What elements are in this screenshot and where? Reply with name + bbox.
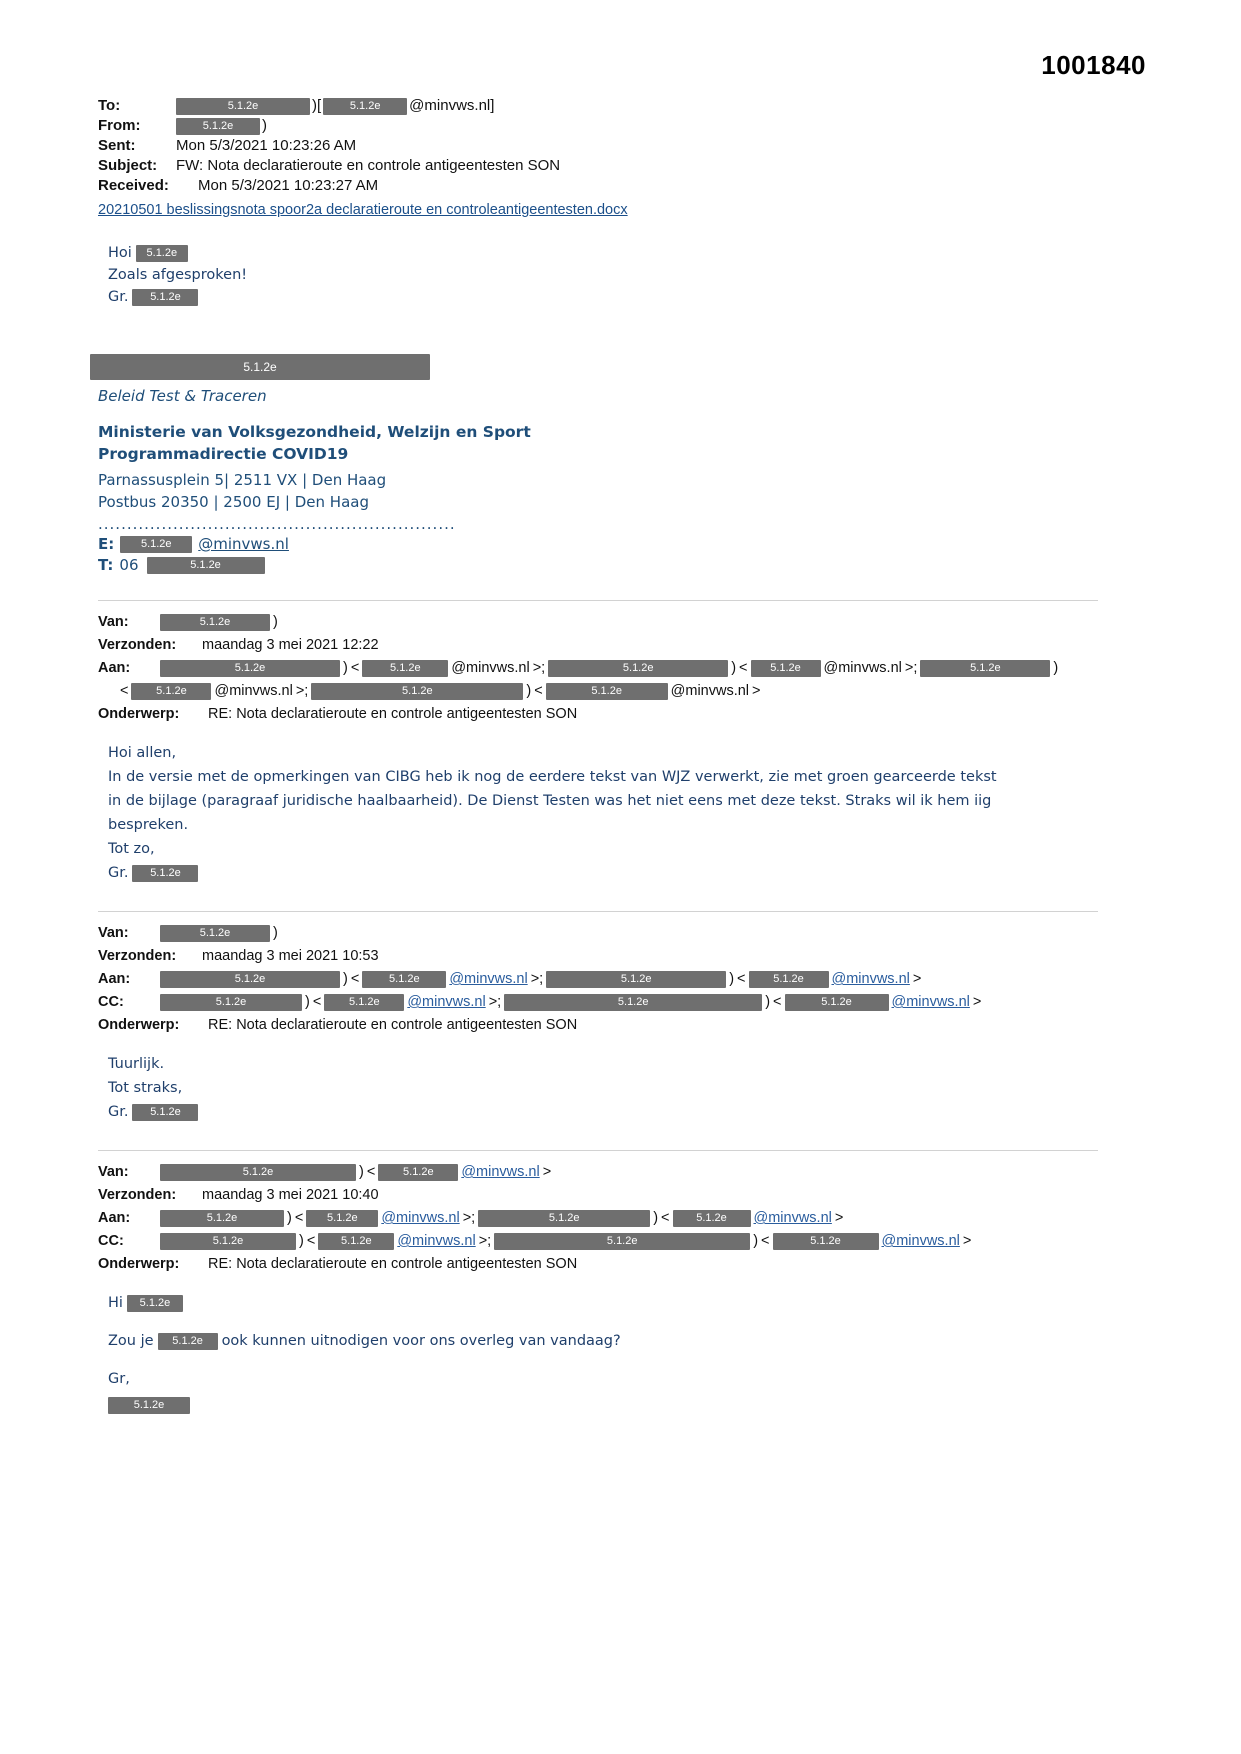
redaction-bar: 5.1.2e xyxy=(504,994,762,1011)
header-label-received: Received: xyxy=(98,177,169,194)
quote-row-onderwerp xyxy=(98,703,1098,725)
quote2-line-1: Tuurlijk. xyxy=(108,1056,165,1072)
quote1-line-3: Tot zo, xyxy=(108,841,155,857)
quote-label-onderwerp: Onderwerp: xyxy=(98,1256,180,1272)
redaction-bar: 5.1.2e xyxy=(323,98,407,115)
message-greeting: Hoi xyxy=(108,245,132,261)
paren: ) xyxy=(1053,660,1059,676)
quote-value-verzonden: maandag 3 mei 2021 12:22 xyxy=(202,637,379,653)
quote3-question-part2: ook kunnen uitnodigen voor ons overleg van vandaag? xyxy=(221,1333,621,1349)
lt: < xyxy=(773,994,782,1010)
quoted-body-1 xyxy=(108,741,1008,885)
redaction-bar: 5.1.2e xyxy=(131,683,211,700)
quote3-question-line xyxy=(108,1329,621,1353)
email-header-block xyxy=(98,96,1098,220)
quote-row-onderwerp xyxy=(98,1014,1098,1036)
email-domain-link[interactable]: @minvws.nl xyxy=(381,1210,460,1226)
signature-phone-label: T: xyxy=(98,556,114,574)
header-row-from xyxy=(98,116,1098,136)
redaction-bar: 5.1.2e xyxy=(136,245,188,262)
paren: ) xyxy=(731,660,737,676)
email-domain-link[interactable]: @minvws.nl xyxy=(397,1233,476,1249)
redaction-bar: 5.1.2e xyxy=(147,557,265,574)
email-domain-link[interactable]: @minvws.nl xyxy=(891,994,970,1010)
lt: < xyxy=(350,971,360,987)
gt: > xyxy=(752,683,761,699)
header-label-subject: Subject: xyxy=(98,157,158,174)
paren: ) xyxy=(729,971,735,987)
quote-value-van xyxy=(160,922,281,944)
signature-name-redaction xyxy=(90,354,1098,380)
redaction-bar: 5.1.2e xyxy=(362,660,448,677)
lt: < xyxy=(312,994,322,1010)
redaction-bar: 5.1.2e xyxy=(749,971,829,988)
signature-org xyxy=(98,421,1098,465)
to-suffix-2: @minvws.nl] xyxy=(409,97,495,114)
gt: > xyxy=(912,971,922,987)
quote-row-onderwerp xyxy=(98,1253,1098,1275)
quote-value-onderwerp: RE: Nota declaratieroute en controle antigeentesten SON xyxy=(208,1017,578,1033)
quote-row-cc xyxy=(98,1230,1098,1252)
redaction-bar: 5.1.2e xyxy=(176,98,310,115)
quote3-signoff-redaction xyxy=(108,1393,1008,1417)
redaction-bar: 5.1.2e xyxy=(120,536,192,553)
redaction-bar: 5.1.2e xyxy=(132,289,198,306)
lt: < xyxy=(366,1164,376,1180)
signature-org-line2: Programmadirectie COVID19 xyxy=(98,445,349,463)
quote-label-van: Van: xyxy=(98,614,129,630)
paren: ) xyxy=(343,660,348,676)
quote-row-van xyxy=(98,1161,1098,1183)
redaction-bar: 5.1.2e xyxy=(160,1210,284,1227)
gt: > xyxy=(834,1210,844,1226)
quote-row-van xyxy=(98,922,1098,944)
from-suffix: ) xyxy=(262,117,267,134)
quote-separator xyxy=(98,911,1098,912)
header-row-to xyxy=(98,96,1098,116)
header-row-subject xyxy=(98,156,1098,176)
redaction-bar: 5.1.2e xyxy=(311,683,523,700)
quote-row-aan-cont xyxy=(98,680,1098,702)
gt: > xyxy=(962,1233,972,1249)
paren: ) xyxy=(299,1233,304,1249)
to-suffix-1: )[ xyxy=(312,97,322,114)
paren: ) xyxy=(305,994,310,1010)
paren: ) xyxy=(653,1210,659,1226)
email-domain-link[interactable]: @minvws.nl xyxy=(831,971,910,987)
message-greeting-line xyxy=(108,242,188,264)
quote-label-aan: Aan: xyxy=(98,660,131,676)
redaction-bar: 5.1.2e xyxy=(920,660,1050,677)
paren: ) xyxy=(753,1233,759,1249)
quoted-body-2 xyxy=(108,1052,1008,1124)
paren: ) xyxy=(343,971,348,987)
gt-semi: >; xyxy=(488,994,502,1010)
signature-email-row xyxy=(98,535,1098,553)
message-body xyxy=(108,242,1098,308)
redaction-bar: 5.1.2e xyxy=(132,1104,198,1121)
quote-value-aan xyxy=(160,1207,846,1229)
redaction-bar: 5.1.2e xyxy=(160,971,340,988)
quote-label-van: Van: xyxy=(98,925,129,941)
quote2-signoff: Gr. xyxy=(108,1104,129,1120)
quote-value-aan-continued xyxy=(120,680,764,702)
quote2-line-2: Tot straks, xyxy=(108,1080,183,1096)
redaction-bar: 5.1.2e xyxy=(362,971,446,988)
gt-semi: >; xyxy=(532,660,546,676)
lt: < xyxy=(534,683,543,699)
lt: < xyxy=(350,660,360,676)
lt: < xyxy=(761,1233,770,1249)
email-domain: @minvws.nl xyxy=(670,683,750,699)
quote1-line-1: Hoi allen, xyxy=(108,745,177,761)
lt: < xyxy=(120,683,129,699)
quote-label-verzonden: Verzonden: xyxy=(98,1187,177,1203)
quote3-question-part1: Zou je xyxy=(108,1333,154,1349)
gt: > xyxy=(972,994,982,1010)
redaction-bar: 5.1.2e xyxy=(751,660,821,677)
redaction-bar: 5.1.2e xyxy=(318,1233,394,1250)
quote-label-verzonden: Verzonden: xyxy=(98,637,177,653)
quoted-header-3 xyxy=(98,1161,1098,1275)
message-signoff-line xyxy=(108,286,198,308)
header-value-subject: FW: Nota declaratieroute en controle antigeentesten SON xyxy=(176,157,561,174)
redaction-bar: 5.1.2e xyxy=(160,660,340,677)
gt-semi: >; xyxy=(478,1233,492,1249)
lt: < xyxy=(661,1210,670,1226)
redaction-bar: 5.1.2e xyxy=(306,1210,378,1227)
attachment-link[interactable]: 20210501 beslissingsnota spoor2a declaratieroute en controleantigeentesten.docx xyxy=(98,202,628,218)
quote1-line-2: In de versie met de opmerkingen van CIBG heb ik nog de eerdere tekst van WJZ verwerkt, zie met groen gearceerde tekst in de bijlage (paragraaf juridische haalbaarheid). De Dienst Testen was het niet eens met deze tekst. Straks wil ik hem iig bespreken. xyxy=(108,769,997,833)
quote-value-verzonden: maandag 3 mei 2021 10:40 xyxy=(202,1187,379,1203)
quote-row-van xyxy=(98,611,1098,633)
redaction-bar: 5.1.2e xyxy=(785,994,889,1011)
quoted-body-3 xyxy=(108,1291,1008,1417)
redaction-bar: 5.1.2e xyxy=(108,1397,190,1414)
quote1-signoff: Gr. xyxy=(108,865,129,881)
redaction-bar: 5.1.2e xyxy=(548,660,728,677)
quote-value-cc xyxy=(160,1230,974,1252)
email-domain: @minvws.nl xyxy=(451,660,530,676)
quote-label-cc: CC: xyxy=(98,994,124,1010)
quoted-header-2 xyxy=(98,922,1098,1036)
redaction-bar: 5.1.2e xyxy=(324,994,404,1011)
quote-value-aan xyxy=(160,968,924,990)
quote-label-onderwerp: Onderwerp: xyxy=(98,706,180,722)
paren: ) xyxy=(526,683,532,699)
redaction-bar: 5.1.2e xyxy=(160,925,270,942)
signature-address-1: Parnassusplein 5| 2511 VX | Den Haag xyxy=(98,471,387,489)
signature-divider: .............................................................. xyxy=(98,515,456,533)
message-signoff: Gr. xyxy=(108,289,129,305)
redaction-bar: 5.1.2e xyxy=(478,1210,650,1227)
signature-address-2: Postbus 20350 | 2500 EJ | Den Haag xyxy=(98,493,369,511)
quote1-signoff-line xyxy=(108,861,198,885)
header-row-received xyxy=(98,176,1098,196)
email-domain-link[interactable]: @minvws.nl xyxy=(753,1210,832,1226)
quote-value-verzonden: maandag 3 mei 2021 10:53 xyxy=(202,948,379,964)
quote-separator xyxy=(98,1150,1098,1151)
email-domain-link[interactable]: @minvws.nl xyxy=(881,1233,960,1249)
signature-role: Beleid Test & Traceren xyxy=(98,387,267,405)
redaction-bar: 5.1.2e xyxy=(158,1333,218,1350)
redaction-bar: 5.1.2e xyxy=(176,118,260,135)
signature-email-label: E: xyxy=(98,535,115,553)
redaction-bar: 5.1.2e xyxy=(90,354,430,380)
signature-phone-prefix: 06 xyxy=(119,556,139,574)
quote3-greeting-line xyxy=(108,1291,183,1315)
quote2-signoff-line xyxy=(108,1100,198,1124)
quote-label-onderwerp: Onderwerp: xyxy=(98,1017,180,1033)
quote-label-aan: Aan: xyxy=(98,971,131,987)
quote-row-verzonden xyxy=(98,634,1098,656)
lt: < xyxy=(306,1233,316,1249)
redaction-bar: 5.1.2e xyxy=(494,1233,750,1250)
paren: ) xyxy=(273,614,278,630)
quote-value-cc xyxy=(160,991,984,1013)
quote-value-onderwerp: RE: Nota declaratieroute en controle antigeentesten SON xyxy=(208,706,578,722)
gt-semi: >; xyxy=(530,971,544,987)
quote-value-van xyxy=(160,611,281,633)
header-value-from xyxy=(176,116,269,136)
redaction-bar: 5.1.2e xyxy=(160,1233,296,1250)
gt: > xyxy=(542,1164,552,1180)
redaction-bar: 5.1.2e xyxy=(127,1295,183,1312)
signature-email-domain[interactable]: @minvws.nl xyxy=(198,535,289,553)
quote-row-cc xyxy=(98,991,1098,1013)
gt-semi: >; xyxy=(295,683,309,699)
header-label-sent: Sent: xyxy=(98,137,136,154)
quote-label-aan: Aan: xyxy=(98,1210,131,1226)
lt: < xyxy=(739,660,748,676)
message-line-1: Zoals afgesproken! xyxy=(108,267,248,283)
redaction-bar: 5.1.2e xyxy=(546,683,668,700)
email-domain: @minvws.nl xyxy=(823,660,902,676)
signature-org-line1: Ministerie van Volksgezondheid, Welzijn en Sport xyxy=(98,423,531,441)
redaction-bar: 5.1.2e xyxy=(160,614,270,631)
quote-separator xyxy=(98,600,1098,601)
email-domain-link[interactable]: @minvws.nl xyxy=(407,994,486,1010)
redaction-bar: 5.1.2e xyxy=(160,1164,356,1181)
quoted-header-1 xyxy=(98,611,1098,725)
quote-label-cc: CC: xyxy=(98,1233,124,1249)
gt-semi: >; xyxy=(904,660,918,676)
quote-row-aan xyxy=(98,657,1098,679)
header-value-received: Mon 5/3/2021 10:23:27 AM xyxy=(198,177,379,194)
header-value-to xyxy=(176,96,496,116)
quote-row-verzonden xyxy=(98,945,1098,967)
document-id-number: 1001840 xyxy=(1041,50,1146,80)
quote-value-onderwerp: RE: Nota declaratieroute en controle antigeentesten SON xyxy=(208,1256,578,1272)
lt: < xyxy=(737,971,746,987)
redaction-bar: 5.1.2e xyxy=(773,1233,879,1250)
quote-value-aan xyxy=(160,657,1061,679)
redaction-bar: 5.1.2e xyxy=(132,865,198,882)
quote3-signoff: Gr, xyxy=(108,1371,130,1387)
quote-label-verzonden: Verzonden: xyxy=(98,948,177,964)
header-label-from: From: xyxy=(98,117,141,134)
email-domain: @minvws.nl xyxy=(214,683,293,699)
quote-row-verzonden xyxy=(98,1184,1098,1206)
signature-phone-row xyxy=(98,556,1098,574)
header-label-to: To: xyxy=(98,97,121,114)
quote-row-aan xyxy=(98,968,1098,990)
paren: ) xyxy=(765,994,771,1010)
redaction-bar: 5.1.2e xyxy=(160,994,302,1011)
email-domain-link[interactable]: @minvws.nl xyxy=(449,971,528,987)
quote-row-aan xyxy=(98,1207,1098,1229)
redaction-bar: 5.1.2e xyxy=(546,971,726,988)
quote-value-van xyxy=(160,1161,554,1183)
redaction-bar: 5.1.2e xyxy=(378,1164,458,1181)
paren: ) xyxy=(359,1164,364,1180)
paren: ) xyxy=(287,1210,292,1226)
header-row-sent xyxy=(98,136,1098,156)
redaction-bar: 5.1.2e xyxy=(673,1210,751,1227)
lt: < xyxy=(294,1210,304,1226)
gt-semi: >; xyxy=(462,1210,476,1226)
email-domain-link[interactable]: @minvws.nl xyxy=(461,1164,540,1180)
header-value-sent: Mon 5/3/2021 10:23:26 AM xyxy=(176,137,357,154)
paren: ) xyxy=(273,925,278,941)
quote3-greeting: Hi xyxy=(108,1295,123,1311)
quote-label-van: Van: xyxy=(98,1164,129,1180)
email-content xyxy=(98,96,1098,1417)
